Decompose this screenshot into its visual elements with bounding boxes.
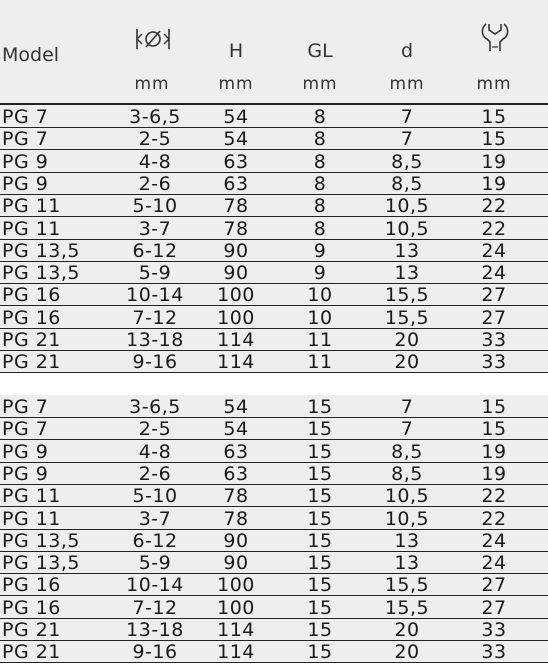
gl-cell: 15 [307,619,333,641]
model-cell: PG 13,5 [2,529,81,552]
model-cell: PG 11 [2,195,61,218]
wrench-cell: 27 [481,596,507,619]
gl-cell: 10 [307,306,333,329]
d-cell: 13 [394,552,420,575]
h-unit: mm [218,74,254,94]
diameter-cell: 2-5 [138,418,172,441]
h-cell: 114 [217,641,255,664]
h-cell: 63 [223,462,249,485]
model-column-header: Model [2,44,60,66]
wrench-cell: 27 [481,306,507,329]
table-row [0,284,548,306]
gl-cell: 15 [307,552,333,575]
wrench-cell: 33 [481,329,507,351]
d-cell: 7 [400,418,414,441]
diameter-cell: 7-12 [132,596,178,619]
table-row [0,463,548,485]
h-cell: 100 [217,596,255,619]
wrench-cell: 15 [481,106,507,128]
table-row [0,151,548,173]
model-cell: PG 21 [2,619,61,641]
h-cell: 54 [223,396,249,418]
model-cell: PG 7 [2,128,49,151]
table-row [0,619,548,641]
h-cell: 63 [223,440,249,463]
gl-cell: 9 [313,239,327,262]
diameter-cell: 6-12 [132,529,178,552]
diameter-cell: 10-14 [126,574,184,597]
diameter-cell: 9-16 [132,641,178,664]
table-row [0,351,548,373]
model-cell: PG 13,5 [2,552,81,575]
model-cell: PG 21 [2,351,61,374]
wrench-cell: 22 [481,485,507,508]
model-cell: PG 7 [2,106,49,128]
model-cell: PG 11 [2,507,61,530]
table-row [0,485,548,507]
diameter-icon [133,26,173,52]
d-cell: 8,5 [391,172,423,195]
wrench-cell: 24 [481,262,507,285]
h-cell: 63 [223,172,249,195]
table-row [0,240,548,262]
gl-cell: 8 [313,128,327,151]
d-cell: 15,5 [384,596,430,619]
d-cell: 7 [400,128,414,151]
h-cell: 100 [217,574,255,597]
h-cell: 78 [223,195,249,218]
diameter-cell: 5-10 [132,195,178,218]
wrench-cell: 24 [481,529,507,552]
table-header [0,0,548,103]
model-cell: PG 11 [2,217,61,240]
diameter-cell: 4-8 [138,150,172,173]
table-row [0,128,548,150]
model-cell: PG 21 [2,641,61,664]
h-column-header: H [228,40,244,62]
model-cell: PG 16 [2,306,61,329]
gl-cell: 15 [307,462,333,485]
gl-cell: 8 [313,106,327,128]
gl-cell: 15 [307,574,333,597]
table-row [0,441,548,463]
gl-cell: 15 [307,440,333,463]
table-row [0,530,548,552]
table-row [0,574,548,596]
gl-cell: 15 [307,396,333,418]
wrench-cell: 15 [481,418,507,441]
d-cell: 20 [394,619,420,641]
model-cell: PG 9 [2,172,49,195]
gl-cell: 10 [307,284,333,307]
diameter-unit: mm [134,74,170,94]
table-row [0,195,548,217]
gl-unit: mm [302,74,338,94]
d-cell: 8,5 [391,440,423,463]
h-cell: 54 [223,128,249,151]
gl-cell: 15 [307,507,333,530]
diameter-cell: 7-12 [132,306,178,329]
model-cell: PG 13,5 [2,262,81,285]
d-cell: 10,5 [384,485,430,508]
diameter-cell: 13-18 [126,619,184,641]
wrench-cell: 33 [481,641,507,664]
diameter-cell: 6-12 [132,239,178,262]
table-row [0,508,548,530]
d-cell: 10,5 [384,507,430,530]
d-cell: 13 [394,262,420,285]
table-row [0,329,548,351]
wrench-cell: 27 [481,284,507,307]
h-cell: 114 [217,619,255,641]
h-cell: 78 [223,485,249,508]
diameter-cell: 10-14 [126,284,184,307]
diameter-cell: 5-9 [138,262,172,285]
wrench-cell: 19 [481,440,507,463]
diameter-cell: 9-16 [132,351,178,374]
diameter-cell: 2-6 [138,462,172,485]
wrench-cell: 19 [481,150,507,173]
diameter-cell: 5-10 [132,485,178,508]
wrench-cell: 24 [481,239,507,262]
gl-cell: 15 [307,641,333,664]
h-cell: 54 [223,418,249,441]
gl-cell: 15 [307,485,333,508]
model-cell: PG 16 [2,574,61,597]
model-cell: PG 9 [2,440,49,463]
d-cell: 13 [394,239,420,262]
table-row [0,552,548,574]
model-cell: PG 21 [2,329,61,351]
d-cell: 15,5 [384,306,430,329]
gl-cell: 11 [307,351,333,374]
d-column-header: d [400,40,414,62]
d-cell: 20 [394,641,420,664]
wrench-cell: 19 [481,462,507,485]
diameter-cell: 5-9 [138,552,172,575]
diameter-cell: 3-7 [138,217,172,240]
wrench-icon [478,20,512,54]
h-cell: 90 [223,552,249,575]
model-cell: PG 9 [2,462,49,485]
d-cell: 15,5 [384,284,430,307]
d-cell: 13 [394,529,420,552]
h-cell: 114 [217,351,255,374]
table-row [0,173,548,195]
gl-cell: 8 [313,217,327,240]
h-cell: 78 [223,507,249,530]
table-row [0,262,548,284]
diameter-cell: 4-8 [138,440,172,463]
model-cell: PG 11 [2,485,61,508]
d-cell: 10,5 [384,195,430,218]
h-cell: 100 [217,306,255,329]
model-cell: PG 16 [2,284,61,307]
model-cell: PG 16 [2,596,61,619]
gl-cell: 8 [313,150,327,173]
gl-cell: 8 [313,195,327,218]
d-unit: mm [389,74,425,94]
model-cell: PG 7 [2,418,49,441]
diameter-cell: 2-6 [138,172,172,195]
d-cell: 7 [400,396,414,418]
wrench-cell: 24 [481,552,507,575]
table-row [0,418,548,440]
table-row [0,106,548,128]
wrench-cell: 15 [481,128,507,151]
wrench-cell: 22 [481,507,507,530]
h-cell: 90 [223,262,249,285]
diameter-cell: 3-6,5 [129,396,181,418]
diameter-cell: 3-7 [138,507,172,530]
gl-cell: 11 [307,329,333,351]
gl-cell: 15 [307,596,333,619]
table-row [0,597,548,619]
model-cell: PG 9 [2,150,49,173]
h-cell: 114 [217,329,255,351]
wrench-cell: 33 [481,351,507,374]
table-row [0,218,548,240]
gl-cell: 15 [307,529,333,552]
d-cell: 10,5 [384,217,430,240]
wrench-cell: 19 [481,172,507,195]
table-row [0,396,548,418]
d-cell: 7 [400,106,414,128]
gl-cell: 8 [313,172,327,195]
gl-cell: 9 [313,262,327,285]
d-cell: 15,5 [384,574,430,597]
h-cell: 78 [223,217,249,240]
wrench-cell: 27 [481,574,507,597]
gl-column-header: GL [307,40,333,62]
wrench-cell: 15 [481,396,507,418]
d-cell: 20 [394,329,420,351]
h-cell: 90 [223,239,249,262]
d-cell: 20 [394,351,420,374]
diameter-cell: 3-6,5 [129,106,181,128]
diameter-cell: 2-5 [138,128,172,151]
model-cell: PG 13,5 [2,239,81,262]
gl-cell: 15 [307,418,333,441]
h-cell: 90 [223,529,249,552]
h-cell: 63 [223,150,249,173]
h-cell: 54 [223,106,249,128]
table-row [0,641,548,663]
model-cell: PG 7 [2,396,49,418]
wrench-cell: 33 [481,619,507,641]
d-cell: 8,5 [391,150,423,173]
table-row [0,307,548,329]
h-cell: 100 [217,284,255,307]
wrench-unit: mm [476,74,512,94]
diameter-cell: 13-18 [126,329,184,351]
wrench-cell: 22 [481,195,507,218]
wrench-cell: 22 [481,217,507,240]
d-cell: 8,5 [391,462,423,485]
